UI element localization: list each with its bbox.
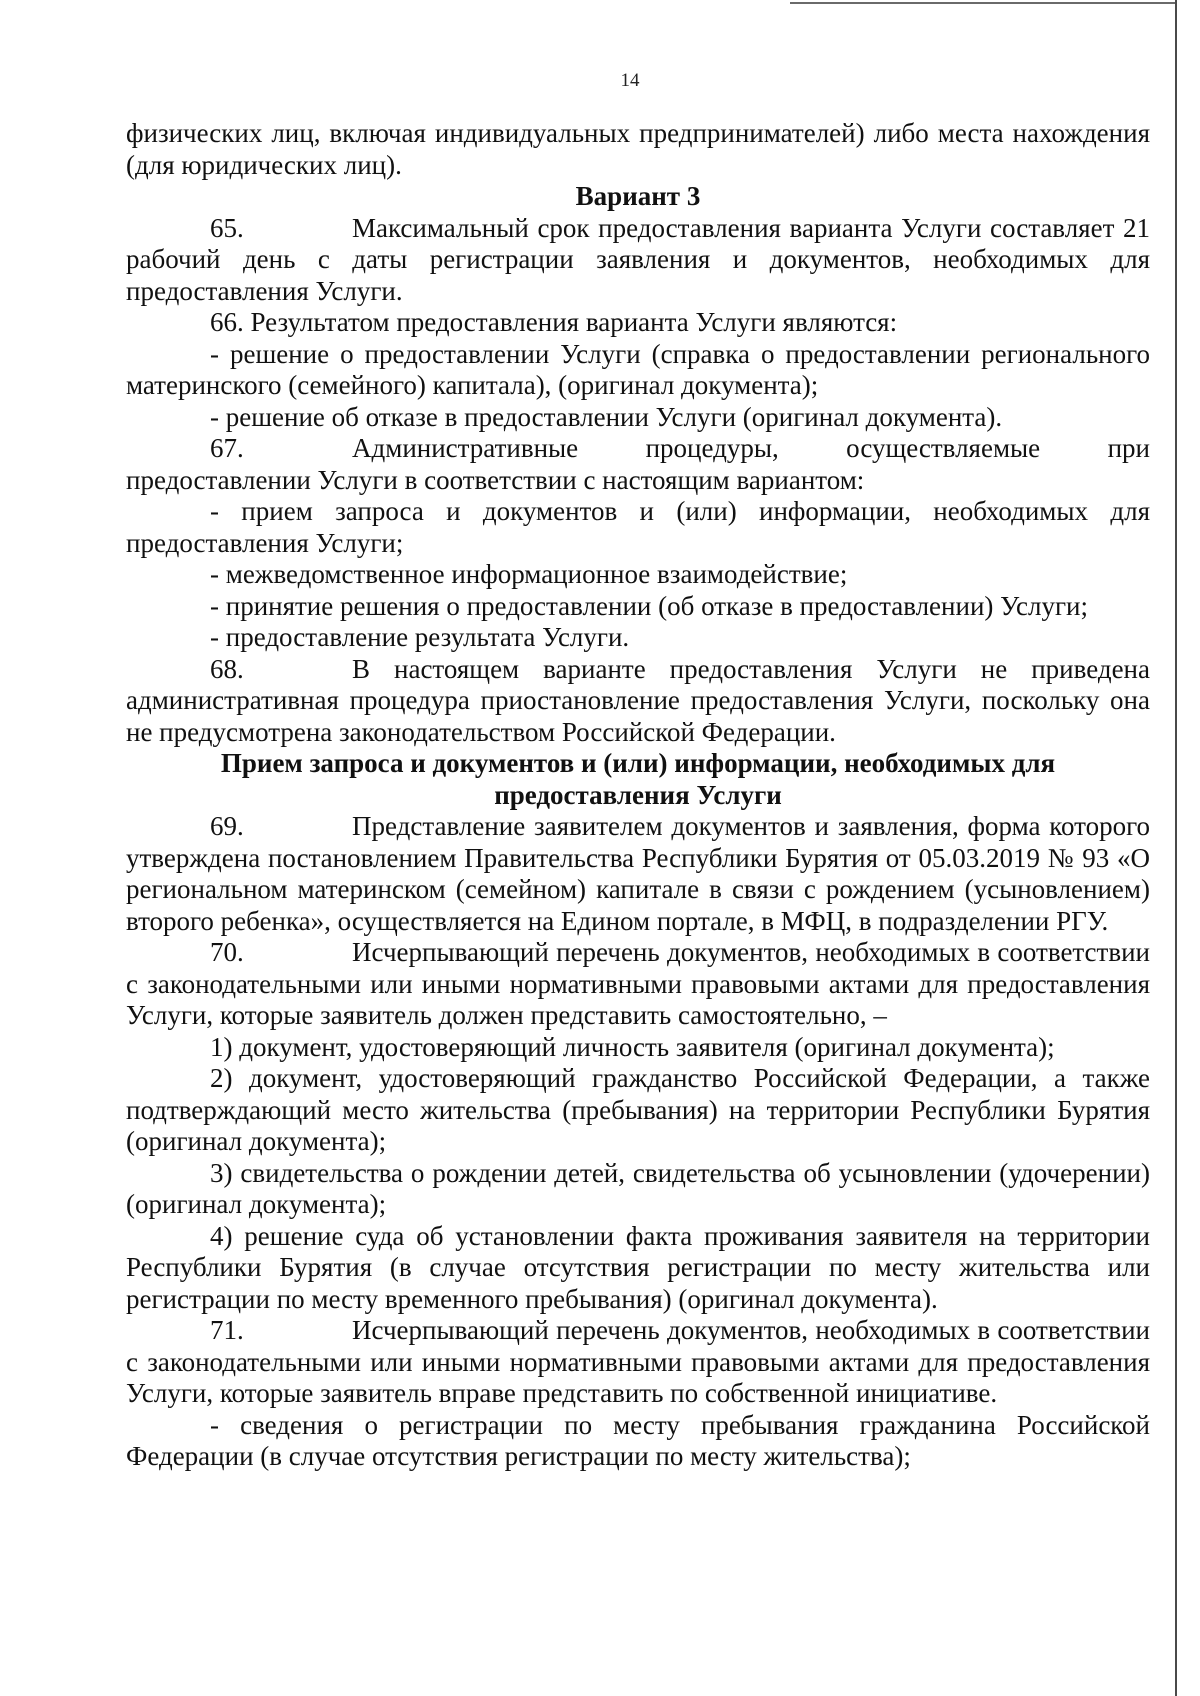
numbered-paragraph xyxy=(126,937,1150,1032)
paragraph-number: 71. xyxy=(210,1315,244,1345)
paragraph: - межведомственное информационное взаимодействие; xyxy=(210,559,848,589)
paragraph: - предоставление результата Услуги. xyxy=(210,622,630,652)
paragraph-text: Максимальный срок предоставления варианта Услуги составляет 21 рабочий день с даты регистрации заявления и документов, необходимых для предоставления Услуги. xyxy=(126,212,1150,306)
scan-top-edge-line xyxy=(790,2,1175,4)
paragraph: - принятие решения о предоставлении (об отказе в предоставлении) Услуги; xyxy=(210,590,1088,621)
paragraph: - решение о предоставлении Услуги (справка о предоставлении регионального материнского (семейного) капитала), (оригинал документа); xyxy=(126,338,1150,400)
paragraph-text: Административные процедуры, осуществляемые при предоставлении Услуги в соответствии с настоящим вариантом: xyxy=(126,433,1150,495)
paragraph-text: Исчерпывающий перечень документов, необходимых в соответствии с законодательными или иными нормативными правовыми актами для предоставления Услуги, которые заявитель должен представить самостоятельно, – xyxy=(126,937,1150,1030)
page-number: 14 xyxy=(620,70,640,91)
paragraph: 4) решение суда об установлении факта проживания заявителя на территории Республики Бурятия (в случае отсутствия регистрации по месту жительства или регистрации по месту временного пребывания) (оригинал документа). xyxy=(126,1220,1150,1314)
numbered-paragraph xyxy=(126,213,1150,308)
paragraph: 1) документ, удостоверяющий личность заявителя (оригинал документа); xyxy=(210,1031,1055,1062)
scan-right-edge-line xyxy=(1175,0,1177,1696)
paragraph: - прием запроса и документов и (или) информации, необходимых для предоставления Услуги; xyxy=(126,496,1150,558)
paragraph: 3) свидетельства о рождении детей, свидетельства об усыновлении (удочерении) (оригинал документа); xyxy=(126,1157,1150,1219)
numbered-paragraph xyxy=(126,654,1150,749)
numbered-paragraph xyxy=(126,433,1150,496)
paragraph-number: 65. xyxy=(210,212,244,243)
paragraph-number: 67. xyxy=(210,433,244,463)
paragraph: физических лиц, включая индивидуальных предпринимателей) либо места нахождения (для юридических лиц). xyxy=(126,118,1150,180)
paragraph-number: 70. xyxy=(210,937,244,967)
paragraph-text: Исчерпывающий перечень документов, необходимых в соответствии с законодательными или иными нормативными правовыми актами для предоставления Услуги, которые заявитель вправе представить по собственной инициативе. xyxy=(126,1315,1150,1408)
document-body xyxy=(126,118,1150,1473)
paragraph: - решение об отказе в предоставлении Услуги (оригинал документа). xyxy=(210,401,1003,432)
paragraph-text: В настоящем варианте предоставления Услуги не приведена административная процедура приостановление предоставления Услуги, поскольку она не предусмотрена законодательством Российской Федерации. xyxy=(126,653,1150,747)
paragraph-text: Представление заявителем документов и заявления, форма которого утверждена постановлением Правительства Республики Бурятия от 05.03.2019 № 93 «О региональном материнском (семейном) капитале в связи с рождением (усыновлением) второго ребенка», осуществляется на Едином портале, в МФЦ, в подразделении РГУ. xyxy=(126,811,1150,936)
paragraph-number: 69. xyxy=(210,811,244,841)
paragraph: 2) документ, удостоверяющий гражданство Российской Федерации, а также подтверждающий место жительства (пребывания) на территории Республики Бурятия (оригинал документа); xyxy=(126,1063,1150,1156)
numbered-paragraph xyxy=(126,1315,1150,1410)
paragraph: - сведения о регистрации по месту пребывания гражданина Российской Федерации (в случае отсутствия регистрации по месту жительства); xyxy=(126,1409,1150,1471)
paragraph-number: 68. xyxy=(210,653,244,684)
numbered-paragraph xyxy=(126,811,1150,937)
section-heading: Вариант 3 xyxy=(575,181,701,211)
section-heading: Прием запроса и документов и (или) информации, необходимых для предоставления Услуги xyxy=(220,748,1056,810)
paragraph: 66. Результатом предоставления варианта Услуги являются: xyxy=(210,307,898,337)
